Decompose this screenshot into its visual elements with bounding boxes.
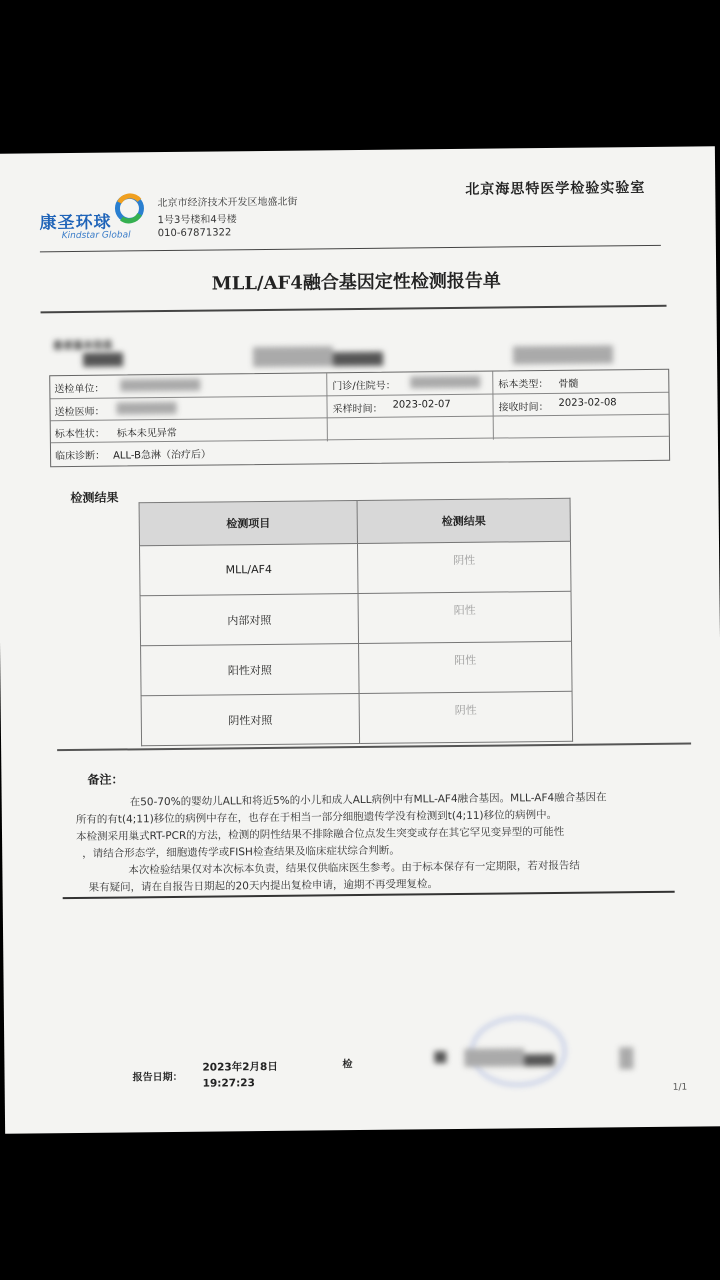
logo-icon bbox=[113, 192, 145, 224]
test-item: 阳性对照 bbox=[141, 644, 360, 696]
sample-state-value: 标本未见异常 bbox=[116, 427, 177, 440]
table-row bbox=[140, 541, 571, 596]
patient-info-table bbox=[49, 369, 670, 467]
receive-time-label: 接收时间： bbox=[498, 402, 549, 414]
report-date-label: 报告日期： bbox=[132, 1071, 183, 1084]
logo-text: 康圣环球 bbox=[39, 212, 112, 234]
note-line-4: ，请结合形态学，细胞遗传学或FISH检查结果及临床症状综合判断。 bbox=[82, 844, 400, 860]
diagnosis-label: 临床诊断： bbox=[55, 450, 106, 463]
report-time: 19:27:23 bbox=[202, 1077, 255, 1090]
test-result: 阴性 bbox=[359, 691, 573, 743]
address-line-1: 北京市经济技术开发区地盛北街 bbox=[157, 196, 298, 210]
lab-name: 北京海思特医学检验实验室 bbox=[465, 179, 646, 198]
doctor-label: 送检医师： bbox=[54, 406, 105, 419]
sampling-time-value: 2023-02-07 bbox=[392, 399, 451, 411]
note-line-6: 果有疑问，请在自报告日期起的20天内提出复检申请，逾期不再受理复检。 bbox=[88, 878, 438, 894]
results-table bbox=[139, 498, 574, 747]
clinic-number-label: 门诊/住院号： bbox=[332, 380, 396, 393]
report-date-value bbox=[202, 1059, 278, 1092]
table-row bbox=[140, 591, 571, 646]
test-result: 阳性 bbox=[359, 641, 573, 693]
diagnosis-value: ALL-B急淋（治疗后） bbox=[113, 449, 212, 462]
col-result-header: 检测结果 bbox=[357, 498, 570, 543]
report-date: 2023年2月8日 bbox=[202, 1060, 278, 1074]
address-line-2: 1号3号楼和4号楼 bbox=[157, 214, 237, 227]
sample-type-value: 骨髓 bbox=[558, 378, 579, 390]
note-line-1: 在50-70%的婴幼儿ALL和将近5%的小儿和成人ALL病例中有MLL-AF4融合基因。MLL-AF4融合基因在 bbox=[129, 791, 607, 809]
page-number: 1/1 bbox=[672, 1082, 688, 1093]
sample-type-label: 标本类型： bbox=[498, 379, 549, 391]
notes-label: 备注： bbox=[87, 772, 124, 787]
test-item: 内部对照 bbox=[140, 594, 359, 646]
send-unit-label: 送检单位： bbox=[54, 383, 105, 396]
sampling-time-label: 采样时间： bbox=[332, 403, 383, 416]
results-header-row bbox=[139, 498, 570, 546]
report-paper bbox=[0, 146, 720, 1133]
receive-time-value: 2023-02-08 bbox=[558, 397, 617, 409]
results-section-label: 检测结果 bbox=[70, 490, 119, 506]
col-item-header: 检测项目 bbox=[139, 501, 357, 546]
test-result: 阳性 bbox=[358, 591, 572, 643]
header-rule bbox=[40, 245, 661, 253]
note-line-5: 本次检验结果仅对本次标本负责，结果仅供临床医生参考。由于标本保存有一定期限，若对报告结 bbox=[128, 859, 580, 877]
note-line-3: 本检测采用巢式RT-PCR的方法，检测的阴性结果不排除融合位点发生突变或存在其它罕见变异型的可能性 bbox=[75, 825, 565, 843]
sample-state-label: 标本性状： bbox=[54, 428, 105, 441]
patient-section-label: 患者基本信息 bbox=[52, 340, 113, 353]
table-row bbox=[141, 641, 572, 696]
table-row bbox=[141, 691, 572, 746]
phone: 010-67871322 bbox=[157, 227, 232, 240]
note-line-2: 所有的有t(4;11)移位的病例中存在，也存在于相当一部分细胞遗传学没有检测到t(4;11)移位的病例中。 bbox=[75, 808, 558, 826]
test-item: MLL/AF4 bbox=[140, 544, 359, 596]
report-title: MLL/AF4融合基因定性检测报告单 bbox=[211, 270, 501, 295]
checker-label: 检 bbox=[342, 1059, 353, 1071]
redacted-signatures bbox=[354, 1047, 654, 1080]
title-rule bbox=[41, 305, 667, 314]
logo-english: Kindstar Global bbox=[61, 230, 131, 242]
test-item: 阴性对照 bbox=[141, 694, 360, 746]
test-result: 阴性 bbox=[357, 541, 571, 593]
